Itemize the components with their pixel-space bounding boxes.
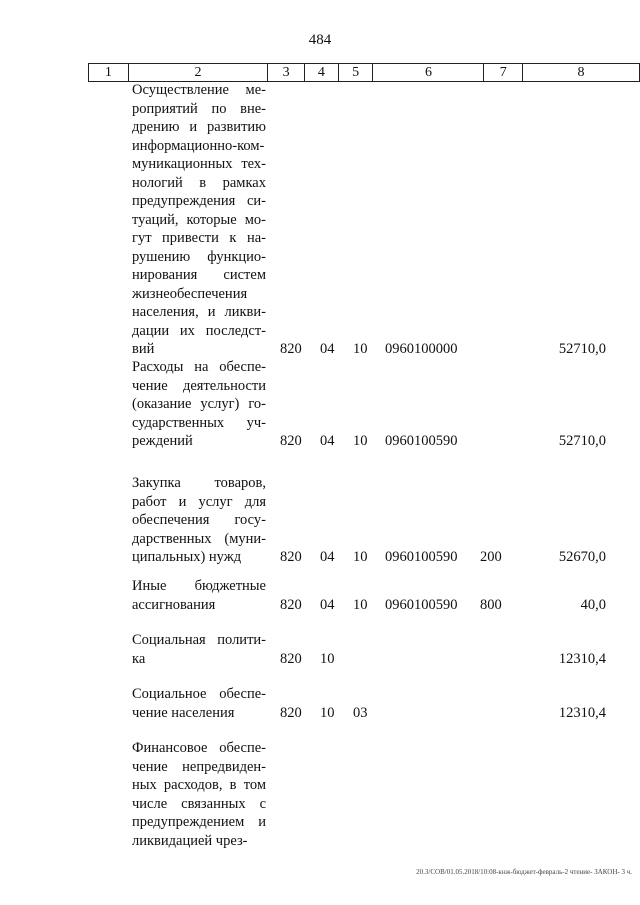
header-col-5: 5 xyxy=(338,64,373,82)
description-line: дрению и развитию xyxy=(132,119,266,135)
cell-ved: 820 xyxy=(280,433,302,449)
cell-amount: 12310,4 xyxy=(558,704,606,721)
cell-ved: 820 xyxy=(280,704,302,721)
description-line: Расходы на обеспе- xyxy=(132,359,266,375)
header-col-6: 6 xyxy=(373,64,484,82)
cell-amount: 52670,0 xyxy=(558,549,606,565)
description-line: сударственных уч- xyxy=(132,414,266,431)
cell-subsection: 10 xyxy=(353,596,368,613)
description-line: (оказание услуг) го- xyxy=(132,396,266,412)
description-line: Социальное обеспе- xyxy=(132,686,266,702)
description-line: ассигнования xyxy=(132,596,216,613)
description-line: Социальная полити- xyxy=(132,632,266,648)
cell-ved: 820 xyxy=(280,341,302,357)
cell-subsection: 10 xyxy=(353,341,368,357)
row-description xyxy=(132,685,266,722)
column-header-row xyxy=(88,63,640,82)
cell-ved: 820 xyxy=(280,596,302,613)
description-line: обеспечения госу- xyxy=(132,512,266,528)
description-line: дации их последст- xyxy=(132,322,266,339)
description-line: числе связанных с xyxy=(132,795,266,812)
description-line: Закупка товаров, xyxy=(132,475,266,491)
description-line: Иные бюджетные xyxy=(132,578,266,594)
cell-expense-type: 800 xyxy=(480,596,502,613)
cell-ved: 820 xyxy=(280,650,302,667)
cell-section: 04 xyxy=(320,433,335,449)
description-line: нологий в рамках xyxy=(132,174,266,191)
description-line: дарственных (муни- xyxy=(132,530,266,547)
description-line: ных расходов, в том xyxy=(132,777,266,793)
description-line: чение деятельности xyxy=(132,377,266,394)
cell-subsection: 10 xyxy=(353,549,368,565)
cell-subsection: 03 xyxy=(353,704,368,721)
row-description xyxy=(132,577,266,614)
cell-amount: 52710,0 xyxy=(558,341,606,357)
description-line: предупреждением и xyxy=(132,814,266,830)
header-col-2: 2 xyxy=(128,64,268,82)
row-description xyxy=(132,631,266,668)
header-col-7: 7 xyxy=(484,64,523,82)
description-line: ципальных) нужд xyxy=(132,549,242,565)
cell-amount: 40,0 xyxy=(580,596,606,613)
header-col-4: 4 xyxy=(305,64,339,82)
description-line: муникационных тех- xyxy=(132,156,266,172)
header-col-8: 8 xyxy=(523,64,640,82)
description-line: нирования систем xyxy=(132,267,266,283)
description-line: туаций, которые мо- xyxy=(132,211,266,228)
cell-amount: 52710,0 xyxy=(558,433,606,449)
cell-target-article: 0960100590 xyxy=(385,433,458,449)
description-line: рушению функцио- xyxy=(132,248,266,265)
cell-ved: 820 xyxy=(280,549,302,565)
description-line: предупреждения си- xyxy=(132,193,266,209)
row-description xyxy=(132,739,266,850)
description-line: гут привести к на- xyxy=(132,230,266,246)
cell-target-article: 0960100590 xyxy=(385,549,458,565)
cell-expense-type: 200 xyxy=(480,549,502,565)
header-col-1: 1 xyxy=(89,64,129,82)
description-line: реждений xyxy=(132,433,193,449)
description-line: роприятий по вне- xyxy=(132,100,266,117)
description-line: чение населения xyxy=(132,704,235,721)
cell-section: 10 xyxy=(320,704,335,721)
page-number: 484 xyxy=(308,32,332,48)
cell-amount: 12310,4 xyxy=(558,650,606,667)
description-line: Осуществление ме- xyxy=(132,82,266,98)
row-description xyxy=(132,358,266,451)
description-line: вий xyxy=(132,341,155,357)
cell-section: 04 xyxy=(320,596,335,613)
cell-target-article: 0960100590 xyxy=(385,596,458,613)
header-col-3: 3 xyxy=(268,64,305,82)
cell-subsection: 10 xyxy=(353,433,368,449)
description-line: Финансовое обеспе- xyxy=(132,740,266,756)
cell-section: 04 xyxy=(320,341,335,357)
description-line: жизнеобеспечения xyxy=(132,285,248,302)
cell-target-article: 0960100000 xyxy=(385,341,458,357)
description-line: населения, и ликви- xyxy=(132,304,266,320)
row-description xyxy=(132,474,266,567)
description-line: ликвидацией чрез- xyxy=(132,832,248,849)
cell-section: 10 xyxy=(320,650,335,667)
description-line: чение непредвиден- xyxy=(132,758,266,775)
cell-section: 04 xyxy=(320,549,335,565)
row-description xyxy=(132,81,266,359)
description-line: работ и услуг для xyxy=(132,493,266,510)
description-line: ка xyxy=(132,650,146,667)
footer-document-code: 20.3/СОВ/01.05.2018/10:08-кнж-бюджет-февраль-2 чтение- ЗАКОН- 3 ч. xyxy=(416,868,632,876)
description-line: информационно-ком- xyxy=(132,137,265,154)
